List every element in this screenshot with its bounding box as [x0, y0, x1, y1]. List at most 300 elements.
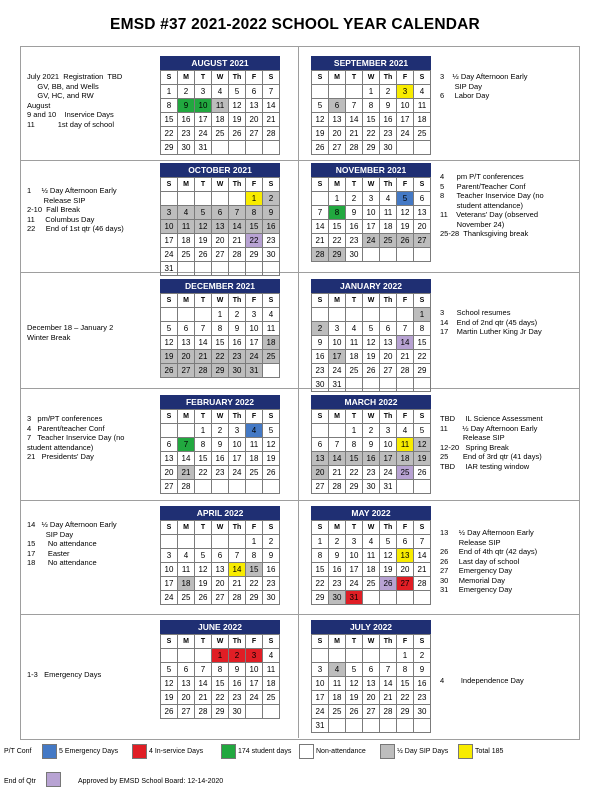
event-line: 6 Labor Day — [440, 91, 490, 100]
day-cell: 24 — [246, 350, 263, 364]
day-cell — [414, 719, 431, 733]
day-cell — [195, 308, 212, 322]
day-cell — [363, 719, 380, 733]
day-cell: 2 — [346, 192, 363, 206]
day-cell: 26 — [346, 705, 363, 719]
legend-swatch-gray — [380, 744, 395, 759]
day-name: Th — [229, 71, 246, 85]
event-line: 4 Parent/teacher Conf — [27, 423, 105, 433]
day-cell: 13 — [363, 677, 380, 691]
day-cell: 20 — [414, 220, 431, 234]
day-cell — [263, 705, 280, 719]
day-cell: 27 — [312, 480, 329, 494]
event-line: 9 and 10 Inservice Days — [27, 110, 114, 119]
day-cell — [329, 85, 346, 99]
month-calendar — [311, 506, 431, 605]
day-cell: 27 — [380, 364, 397, 378]
day-cell: 1 — [329, 192, 346, 206]
event-notes — [27, 186, 157, 234]
event-line: 8 Teacher Inservice Day (no — [440, 191, 544, 200]
event-line: 11 Veterans' Day (observed — [440, 210, 539, 219]
day-cell: 15 — [312, 563, 329, 577]
day-cell: 8 — [195, 438, 212, 452]
day-cell: 1 — [246, 535, 263, 549]
day-name: S — [312, 521, 329, 535]
day-cell: 2 — [212, 424, 229, 438]
day-cell: 20 — [363, 691, 380, 705]
legend-swatch-red — [132, 744, 147, 759]
event-line: 21 Presidents' Day — [27, 452, 94, 461]
day-name: M — [329, 178, 346, 192]
day-cell: 3 — [195, 85, 212, 99]
day-name: F — [246, 635, 263, 649]
legend-inservice: 4 In-service Days — [149, 748, 204, 755]
day-cell: 19 — [161, 691, 178, 705]
day-name: W — [363, 410, 380, 424]
day-name: W — [363, 294, 380, 308]
day-cell: 13 — [246, 99, 263, 113]
day-cell: 12 — [229, 99, 246, 113]
day-cell — [246, 480, 263, 494]
day-cell: 14 — [229, 563, 246, 577]
day-cell — [397, 591, 414, 605]
day-cell: 14 — [229, 220, 246, 234]
day-cell: 20 — [212, 234, 229, 248]
day-cell: 30 — [229, 705, 246, 719]
day-cell: 8 — [397, 663, 414, 677]
day-cell — [397, 378, 414, 392]
day-cell: 28 — [414, 577, 431, 591]
event-notes — [27, 72, 157, 129]
month-calendar — [311, 279, 431, 392]
day-cell: 25 — [212, 127, 229, 141]
day-name: S — [161, 521, 178, 535]
month-calendar — [311, 163, 431, 262]
day-cell: 11 — [178, 220, 195, 234]
day-cell: 15 — [212, 677, 229, 691]
event-line: December 18 – January 2 — [27, 323, 114, 332]
day-cell: 19 — [414, 452, 431, 466]
day-cell: 31 — [329, 378, 346, 392]
day-cell: 1 — [414, 308, 431, 322]
day-name: F — [246, 521, 263, 535]
day-cell: 5 — [346, 663, 363, 677]
day-cell — [363, 649, 380, 663]
day-cell: 3 — [246, 308, 263, 322]
day-cell: 2 — [229, 649, 246, 663]
day-cell: 18 — [178, 577, 195, 591]
month-header: APRIL 2022 — [160, 506, 280, 520]
day-cell: 14 — [195, 336, 212, 350]
day-cell: 6 — [380, 322, 397, 336]
day-cell: 24 — [329, 364, 346, 378]
day-cell: 4 — [263, 649, 280, 663]
day-cell: 17 — [397, 113, 414, 127]
day-cell: 10 — [329, 336, 346, 350]
day-name: W — [212, 410, 229, 424]
day-name: S — [263, 410, 280, 424]
day-cell: 14 — [414, 549, 431, 563]
day-cell — [161, 308, 178, 322]
day-cell — [195, 192, 212, 206]
day-cell — [380, 378, 397, 392]
day-cell — [397, 480, 414, 494]
day-cell: 11 — [246, 438, 263, 452]
day-cell: 22 — [246, 234, 263, 248]
event-line: Winter Break — [27, 332, 71, 342]
day-cell — [346, 649, 363, 663]
day-cell — [161, 192, 178, 206]
event-line: 17 Martin Luther King Jr Day — [440, 327, 542, 336]
day-cell: 11 — [380, 206, 397, 220]
day-cell: 13 — [312, 452, 329, 466]
day-cell: 17 — [312, 691, 329, 705]
day-cell: 8 — [312, 549, 329, 563]
day-cell — [363, 591, 380, 605]
day-cell: 4 — [329, 663, 346, 677]
day-cell: 12 — [380, 549, 397, 563]
day-cell: 27 — [363, 705, 380, 719]
day-cell — [161, 535, 178, 549]
month-header: SEPTEMBER 2021 — [311, 56, 431, 70]
day-cell: 25 — [363, 577, 380, 591]
month-calendar — [160, 56, 280, 155]
day-cell: 10 — [380, 438, 397, 452]
month-calendar — [160, 506, 280, 605]
event-notes — [27, 414, 162, 462]
day-cell: 22 — [312, 577, 329, 591]
day-cell — [212, 141, 229, 155]
event-line: 27 Emergency Day — [440, 566, 513, 575]
day-cell — [312, 649, 329, 663]
day-cell — [178, 192, 195, 206]
day-cell: 23 — [380, 127, 397, 141]
day-name: S — [414, 71, 431, 85]
day-cell: 6 — [161, 438, 178, 452]
event-line: 5 Parent/Teacher Conf — [440, 181, 526, 191]
day-cell: 1 — [212, 649, 229, 663]
day-cell: 17 — [246, 677, 263, 691]
day-cell — [363, 308, 380, 322]
day-cell: 19 — [380, 563, 397, 577]
day-cell: 8 — [246, 549, 263, 563]
day-cell: 29 — [414, 364, 431, 378]
day-cell: 5 — [312, 99, 329, 113]
day-cell: 17 — [161, 234, 178, 248]
day-cell: 15 — [212, 336, 229, 350]
day-cell: 16 — [229, 677, 246, 691]
month-calendar — [311, 56, 431, 155]
day-cell: 14 — [397, 336, 414, 350]
day-cell: 28 — [346, 141, 363, 155]
day-cell: 2 — [380, 85, 397, 99]
day-cell: 3 — [161, 549, 178, 563]
day-cell: 13 — [178, 677, 195, 691]
day-cell: 6 — [212, 549, 229, 563]
day-cell: 29 — [246, 248, 263, 262]
day-cell: 10 — [246, 663, 263, 677]
day-name: T — [195, 635, 212, 649]
day-name: M — [178, 521, 195, 535]
day-cell: 17 — [246, 336, 263, 350]
day-cell: 17 — [346, 563, 363, 577]
day-cell — [414, 248, 431, 262]
day-cell: 9 — [346, 206, 363, 220]
day-cell: 9 — [263, 549, 280, 563]
event-notes — [440, 414, 585, 471]
day-cell: 19 — [161, 350, 178, 364]
day-cell: 29 — [363, 141, 380, 155]
day-cell: 23 — [178, 127, 195, 141]
month-calendar — [160, 279, 280, 378]
day-cell: 27 — [178, 705, 195, 719]
day-cell: 16 — [346, 220, 363, 234]
day-name: M — [178, 410, 195, 424]
day-cell: 20 — [246, 113, 263, 127]
day-cell: 5 — [414, 424, 431, 438]
day-cell: 10 — [229, 438, 246, 452]
day-name: T — [195, 521, 212, 535]
day-cell: 13 — [161, 452, 178, 466]
day-cell — [178, 308, 195, 322]
day-name: M — [178, 178, 195, 192]
day-cell: 9 — [329, 549, 346, 563]
legend-halfday: ½ Day SIP Days — [397, 748, 449, 755]
day-cell: 6 — [212, 206, 229, 220]
day-cell: 31 — [346, 591, 363, 605]
day-cell: 14 — [380, 677, 397, 691]
day-name: W — [212, 635, 229, 649]
day-cell — [414, 480, 431, 494]
day-cell: 28 — [178, 480, 195, 494]
day-cell: 27 — [178, 364, 195, 378]
day-cell: 23 — [263, 577, 280, 591]
day-name: W — [363, 71, 380, 85]
day-cell — [397, 308, 414, 322]
day-cell: 7 — [229, 206, 246, 220]
day-cell: 24 — [380, 466, 397, 480]
legend-end-qtr: End of Qtr — [4, 778, 36, 785]
event-line: Release SIP — [27, 195, 86, 205]
event-line: 30 Memorial Day — [440, 575, 506, 585]
day-cell: 7 — [397, 322, 414, 336]
day-name: W — [363, 521, 380, 535]
day-cell: 4 — [346, 322, 363, 336]
day-name: S — [414, 521, 431, 535]
day-cell: 21 — [178, 466, 195, 480]
day-name: W — [363, 635, 380, 649]
day-cell: 14 — [178, 452, 195, 466]
day-cell: 11 — [414, 99, 431, 113]
day-name: T — [346, 635, 363, 649]
day-cell: 7 — [195, 663, 212, 677]
day-cell: 6 — [414, 192, 431, 206]
month-header: MAY 2022 — [311, 506, 431, 520]
day-cell: 11 — [397, 438, 414, 452]
day-cell: 23 — [212, 466, 229, 480]
legend-emergency: 5 Emergency Days — [59, 748, 119, 755]
day-name: W — [212, 71, 229, 85]
legend-pt-conf: P/T Conf — [4, 748, 32, 755]
day-cell: 4 — [178, 549, 195, 563]
day-cell: 26 — [380, 577, 397, 591]
day-name: Th — [229, 521, 246, 535]
day-cell: 19 — [195, 577, 212, 591]
day-cell: 12 — [363, 336, 380, 350]
day-name: S — [263, 294, 280, 308]
day-cell: 15 — [195, 452, 212, 466]
legend-swatch-purple — [46, 772, 61, 787]
day-cell: 16 — [414, 677, 431, 691]
day-cell: 30 — [263, 248, 280, 262]
day-cell: 7 — [263, 85, 280, 99]
day-cell: 31 — [195, 141, 212, 155]
event-notes — [27, 670, 157, 680]
day-cell: 17 — [329, 350, 346, 364]
day-cell: 7 — [380, 663, 397, 677]
day-name: M — [329, 521, 346, 535]
day-cell: 8 — [363, 99, 380, 113]
day-cell: 19 — [397, 220, 414, 234]
day-cell: 13 — [414, 206, 431, 220]
day-cell: 3 — [363, 192, 380, 206]
day-cell: 23 — [229, 691, 246, 705]
day-cell: 14 — [312, 220, 329, 234]
center-divider — [298, 46, 299, 738]
day-cell: 9 — [380, 99, 397, 113]
month-header: JUNE 2022 — [160, 620, 280, 634]
day-cell: 27 — [414, 234, 431, 248]
day-cell: 2 — [263, 192, 280, 206]
day-cell — [195, 262, 212, 276]
day-cell: 23 — [414, 691, 431, 705]
month-calendar — [160, 620, 280, 719]
row-divider — [20, 614, 579, 615]
day-cell: 25 — [414, 127, 431, 141]
day-cell: 26 — [397, 234, 414, 248]
event-notes — [27, 323, 157, 342]
day-cell: 11 — [346, 336, 363, 350]
day-cell: 7 — [414, 535, 431, 549]
day-cell: 21 — [414, 563, 431, 577]
day-cell: 12 — [195, 220, 212, 234]
month-header: AUGUST 2021 — [160, 56, 280, 70]
day-cell: 4 — [414, 85, 431, 99]
event-line: 11 ½ Day Afternoon Early — [440, 423, 538, 433]
day-name: T — [195, 294, 212, 308]
day-cell: 14 — [329, 452, 346, 466]
day-name: Th — [380, 294, 397, 308]
day-cell — [246, 705, 263, 719]
day-cell: 3 — [380, 424, 397, 438]
day-cell — [346, 719, 363, 733]
legend-student: 174 student days — [238, 748, 292, 755]
day-cell — [161, 649, 178, 663]
day-cell: 28 — [195, 705, 212, 719]
event-line: Release SIP — [440, 537, 501, 547]
day-name: S — [414, 178, 431, 192]
day-cell: 18 — [346, 350, 363, 364]
day-cell: 25 — [263, 691, 280, 705]
day-name: S — [414, 635, 431, 649]
legend-swatch-green — [221, 744, 236, 759]
day-cell: 22 — [414, 350, 431, 364]
day-cell: 12 — [414, 438, 431, 452]
day-name: M — [178, 294, 195, 308]
day-name: T — [346, 410, 363, 424]
day-cell: 29 — [212, 364, 229, 378]
day-cell: 22 — [195, 466, 212, 480]
event-notes — [440, 676, 585, 686]
day-name: M — [178, 71, 195, 85]
day-cell: 24 — [346, 577, 363, 591]
month-header: FEBRUARY 2022 — [160, 395, 280, 409]
day-cell: 14 — [195, 677, 212, 691]
day-cell: 29 — [346, 480, 363, 494]
day-cell: 21 — [195, 350, 212, 364]
day-cell: 25 — [263, 350, 280, 364]
day-cell: 27 — [161, 480, 178, 494]
approval-note: Approved by EMSD School Board: 12-14-2020 — [78, 778, 224, 785]
day-cell: 7 — [346, 99, 363, 113]
day-cell: 24 — [312, 705, 329, 719]
day-cell: 10 — [161, 563, 178, 577]
day-cell: 13 — [397, 549, 414, 563]
day-cell — [363, 378, 380, 392]
day-cell: 21 — [346, 127, 363, 141]
day-cell: 5 — [195, 206, 212, 220]
day-name: S — [312, 71, 329, 85]
day-cell: 15 — [161, 113, 178, 127]
day-cell: 24 — [161, 591, 178, 605]
day-cell: 20 — [178, 691, 195, 705]
day-cell — [397, 141, 414, 155]
day-cell — [380, 649, 397, 663]
day-cell: 29 — [212, 705, 229, 719]
day-cell: 31 — [380, 480, 397, 494]
event-line: 3 pm/PT conferences — [27, 414, 103, 423]
event-line: 12-20 Spring Break — [440, 442, 509, 452]
day-cell: 3 — [329, 322, 346, 336]
event-line: 11 1st day of school — [27, 119, 114, 129]
event-line: 18 No attendance — [27, 558, 97, 567]
day-cell — [363, 248, 380, 262]
day-cell: 3 — [246, 649, 263, 663]
month-header: JULY 2022 — [311, 620, 431, 634]
day-cell: 1 — [212, 308, 229, 322]
day-cell — [312, 424, 329, 438]
day-cell: 12 — [346, 677, 363, 691]
day-name: Th — [229, 410, 246, 424]
day-cell: 29 — [397, 705, 414, 719]
calendar-frame — [20, 46, 580, 740]
day-cell — [397, 248, 414, 262]
day-name: M — [329, 635, 346, 649]
day-cell: 8 — [212, 322, 229, 336]
day-cell: 19 — [263, 452, 280, 466]
day-cell: 6 — [246, 85, 263, 99]
month-header: DECEMBER 2021 — [160, 279, 280, 293]
day-cell: 14 — [263, 99, 280, 113]
day-cell: 24 — [229, 466, 246, 480]
day-cell: 28 — [229, 248, 246, 262]
day-cell — [329, 649, 346, 663]
day-cell: 1 — [363, 85, 380, 99]
day-cell: 31 — [312, 719, 329, 733]
day-cell: 27 — [212, 591, 229, 605]
day-cell: 25 — [178, 591, 195, 605]
day-cell: 25 — [178, 248, 195, 262]
